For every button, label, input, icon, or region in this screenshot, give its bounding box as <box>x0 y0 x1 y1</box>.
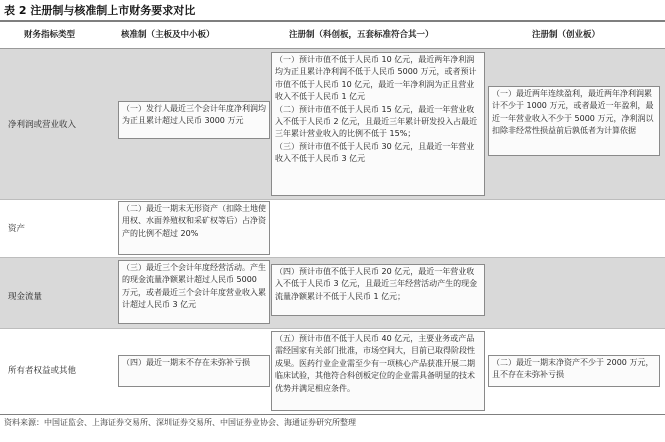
bottom-rule <box>0 414 665 415</box>
star-criterion-4: （四）预计市值不低于人民币 20 亿元，最近一年营业收入不低于人民币 3 亿元，且最近三年经营活动产生的现金流量净额累计不低于人民币 1 亿元； <box>271 264 485 316</box>
row-label-equity: 所有者权益或其他 <box>8 366 77 376</box>
approval-criterion-2: （二）最近一期末无形资产（扣除土地使用权、水面养殖权和采矿权等后）占净资产的比例不超过 20% <box>118 201 270 255</box>
row-label-assets: 资产 <box>8 224 26 234</box>
header-star: 注册制（科创板，五套标准符合其一） <box>289 30 434 40</box>
star-criterion-5: （五）预计市值不低于人民币 40 亿元，主要业务或产品需经国家有关部门批准，市场空间大，目前已取得阶段性成果。医药行业企业需至少有一项核心产品获准开展二期临床试验，其他符合科创板定位的企业需具备明显的技术优势并满足相应条件。 <box>271 331 485 411</box>
header-chinext: 注册制（创业板） <box>532 30 601 40</box>
approval-criterion-1: （一）发行人最近三个会计年度净利润均为正且累计超过人民币 3000 万元 <box>118 101 270 139</box>
header-approval: 核准制（主板及中小板） <box>121 30 215 40</box>
source-note: 资料来源：中国证监会、上海证券交易所、深圳证券交易所、中国证券业协会、海通证券研究所整理 <box>4 418 356 427</box>
approval-criterion-4: （四）最近一期末不存在未弥补亏损 <box>118 355 270 387</box>
row-divider <box>0 328 665 329</box>
row-bg-assets <box>0 199 665 257</box>
star-criteria-1-3 <box>271 52 485 196</box>
star-criterion-1: （一）预计市值不低于人民币 10 亿元，最近两年净利润均为正且累计净利润不低于人民币 5000 万元，或者预计市值不低于人民币 10 亿元，最近一年净利润为正且营业收入不低于人民币 1 亿元 <box>275 55 477 102</box>
row-label-cashflow: 现金流量 <box>8 292 43 302</box>
star-criterion-2: （二）预计市值不低于人民币 15 亿元，最近一年营业收入不低于人民币 2 亿元，且最近三年累计研发投入占最近三年累计营业收入的比例不低于 15%； <box>275 104 478 139</box>
chinext-criterion-1: （一）最近两年连续盈利，最近两年净利润累计不少于 1000 万元，或者最近一年盈利，最近一年营业收入不少于 5000 万元，净利润以扣除非经常性损益前后孰低者为计算依据 <box>488 86 660 156</box>
row-label-profit: 净利润或营业收入 <box>8 120 77 130</box>
chinext-criterion-2: （二）最近一期末净资产不少于 2000 万元，且不存在未弥补亏损 <box>488 355 660 387</box>
header-indicator: 财务指标类型 <box>24 30 76 40</box>
row-divider <box>0 257 665 258</box>
row-divider <box>0 199 665 200</box>
star-criterion-3: （三）预计市值不低于人民币 30 亿元，且最近一年营业收入不低于人民币 3 亿元 <box>275 141 475 164</box>
approval-criterion-3: （三）最近三个会计年度经营活动。产生的现金流量净额累计超过人民币 5000 万元，或者最近三个会计年度营业收入累计超过人民币 3 亿元 <box>118 260 270 324</box>
table-title: 表 2 注册制与核准制上市财务要求对比 <box>4 4 196 17</box>
